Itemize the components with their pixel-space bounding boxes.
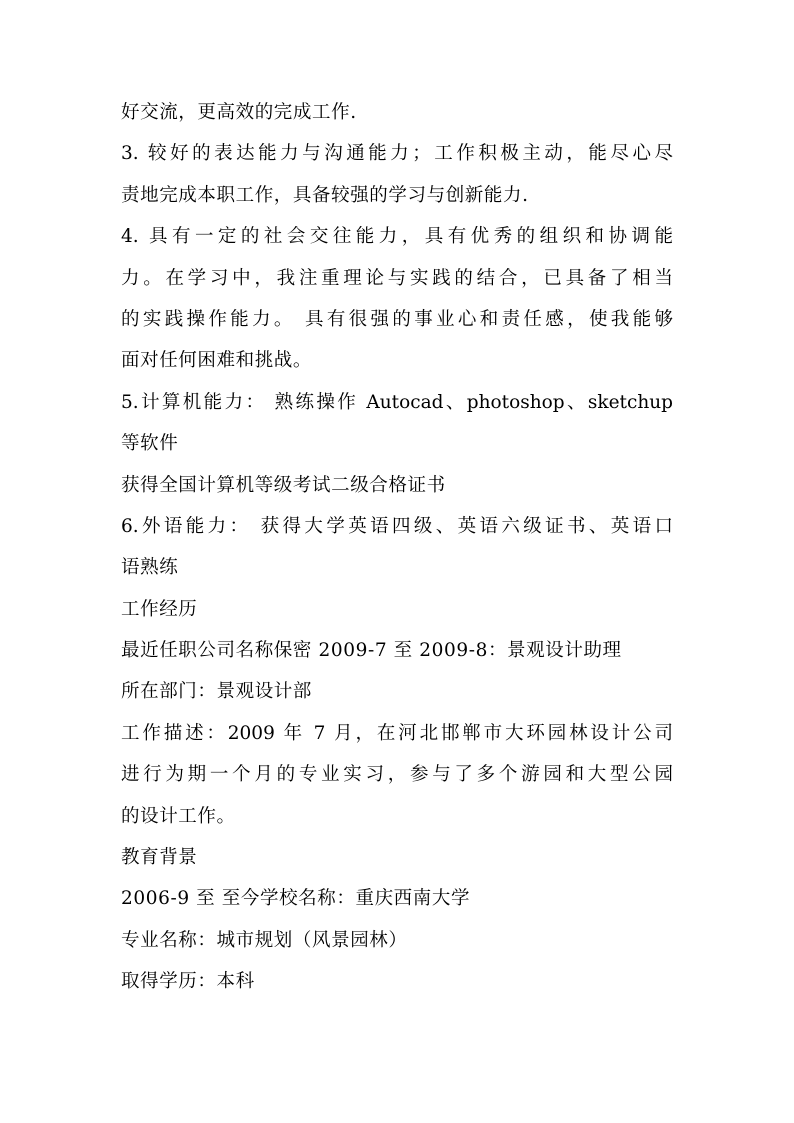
text-line: 等软件 — [121, 433, 179, 455]
document-body — [121, 92, 673, 1003]
text-line: 工作描述：2009 年 7 月，在河北邯郸市大环园林设计公司 — [121, 722, 673, 744]
text-line: 取得学历：本科 — [121, 971, 255, 993]
text-line: 2006-9 至 至今学校名称：重庆西南大学 — [121, 888, 471, 910]
text-line: 3. 较好的表达能力与沟通能力；工作积极主动，能尽心尽 — [121, 143, 673, 165]
text-line: 4. 具有一定的社会交往能力，具有优秀的组织和协调能 — [121, 226, 673, 248]
text-line: 语熟练 — [121, 557, 179, 579]
section-heading-work-experience: 工作经历 — [121, 598, 198, 620]
text-line: 进行为期一个月的专业实习，参与了多个游园和大型公园 — [121, 764, 673, 786]
text-line: 面对任何困难和挑战。 — [121, 350, 313, 372]
text-line: 最近任职公司名称保密 2009-7 至 2009-8：景观设计助理 — [121, 640, 622, 662]
text-line: 好交流，更高效的完成工作. — [121, 102, 357, 123]
text-line: 力。在学习中，我注重理论与实践的结合，已具备了相当 — [121, 267, 673, 289]
section-heading-education: 教育背景 — [121, 847, 198, 869]
text-line: 所在部门：景观设计部 — [121, 681, 313, 703]
text-line: 的设计工作。 — [121, 805, 236, 827]
text-line: 6.外语能力： 获得大学英语四级、英语六级证书、英语口 — [121, 515, 673, 537]
text-line: 获得全国计算机等级考试二级合格证书 — [121, 474, 446, 496]
text-line: 专业名称：城市规划（风景园林） — [121, 929, 408, 951]
text-line: 5.计算机能力： 熟练操作 Autocad、photoshop、sketchup — [121, 391, 673, 413]
text-line: 责地完成本职工作，具备较强的学习与创新能力. — [121, 184, 529, 206]
text-line: 的实践操作能力。 具有很强的事业心和责任感，使我能够 — [121, 308, 673, 330]
